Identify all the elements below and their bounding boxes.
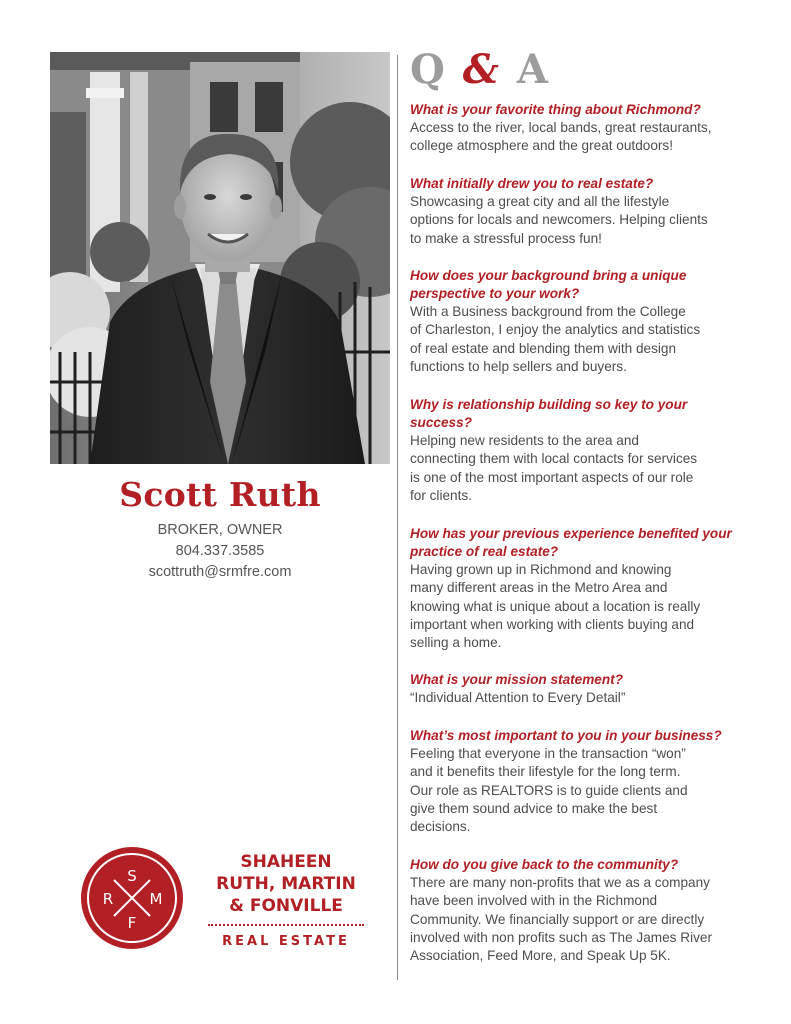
- logo-dotted-rule: [208, 924, 364, 926]
- agent-name: Scott Ruth: [119, 475, 321, 514]
- column-divider: [397, 55, 398, 980]
- qa-item: [410, 671, 738, 707]
- qa-item: [410, 175, 738, 248]
- qa-heading: [410, 46, 550, 93]
- qa-answer: There are many non-profits that we as a company have been involved with in the Richmond Community. We financially support or are directly involved with non profits such as The James River Association, Feed More, and Speak Up 5K.: [410, 875, 712, 964]
- qa-item: [410, 525, 738, 652]
- qa-answer: Feeling that everyone in the transaction “won” and it benefits their lifestyle for the long term. Our role as REALTORS is to guide clients and give them sound advice to make the best decisions.: [410, 746, 688, 835]
- qa-answer: With a Business background from the College of Charleston, I enjoy the analytics and statistics of real estate and blending them with design functions to help sellers and buyers.: [410, 304, 701, 374]
- logo-line-2: RUTH, MARTIN: [216, 874, 356, 894]
- portrait-photo: [50, 52, 390, 464]
- qa-heading-q: Q: [410, 46, 447, 93]
- qa-answer: “Individual Attention to Every Detail”: [410, 690, 626, 705]
- logo-subtitle: REAL ESTATE: [222, 934, 350, 949]
- qa-question: Why is relationship building so key to your success?: [410, 397, 688, 430]
- qa-question: What’s most important to you in your business?: [410, 728, 722, 743]
- badge-letter-r: R: [102, 890, 114, 908]
- qa-question: What is your mission statement?: [410, 672, 624, 687]
- qa-item: [410, 396, 738, 505]
- qa-question: What initially drew you to real estate?: [410, 176, 654, 191]
- qa-answer: Showcasing a great city and all the lifestyle options for locals and newcomers. Helping clients to make a stressful process fun!: [410, 194, 708, 246]
- company-logo: [80, 846, 380, 956]
- logo-line-3: & FONVILLE: [229, 896, 343, 916]
- badge-letter-f: F: [127, 914, 137, 932]
- badge-letter-s: S: [127, 867, 137, 885]
- qa-answer: Access to the river, local bands, great restaurants, college atmosphere and the great outdoors!: [410, 120, 712, 154]
- qa-question: How does your background bring a unique perspective to your work?: [410, 268, 687, 301]
- qa-question: How has your previous experience benefited your practice of real estate?: [410, 526, 732, 559]
- logo-line-1: SHAHEEN: [240, 852, 332, 872]
- qa-answer: Helping new residents to the area and connecting them with local contacts for services is one of the most important aspects of our role for clients.: [410, 433, 698, 503]
- badge-letter-m: M: [149, 890, 163, 908]
- qa-item: [410, 267, 738, 376]
- agent-phone[interactable]: 804.337.3585: [175, 543, 265, 559]
- qa-item: [410, 727, 738, 836]
- qa-question: How do you give back to the community?: [410, 857, 679, 872]
- qa-heading-ampersand: &: [462, 46, 501, 93]
- qa-answer: Having grown up in Richmond and knowing many different areas in the Metro Area and knowing what is unique about a location is really important when working with clients buying and selling a home.: [410, 562, 701, 651]
- agent-title: BROKER, OWNER: [157, 522, 283, 538]
- qa-item: [410, 101, 738, 156]
- qa-heading-a: A: [516, 46, 550, 93]
- qa-item: [410, 856, 738, 965]
- srmf-badge-icon: [80, 846, 184, 950]
- qa-question: What is your favorite thing about Richmond?: [410, 102, 701, 117]
- agent-email[interactable]: scottruth@srmfre.com: [148, 564, 292, 580]
- portrait-illustration: [50, 52, 390, 464]
